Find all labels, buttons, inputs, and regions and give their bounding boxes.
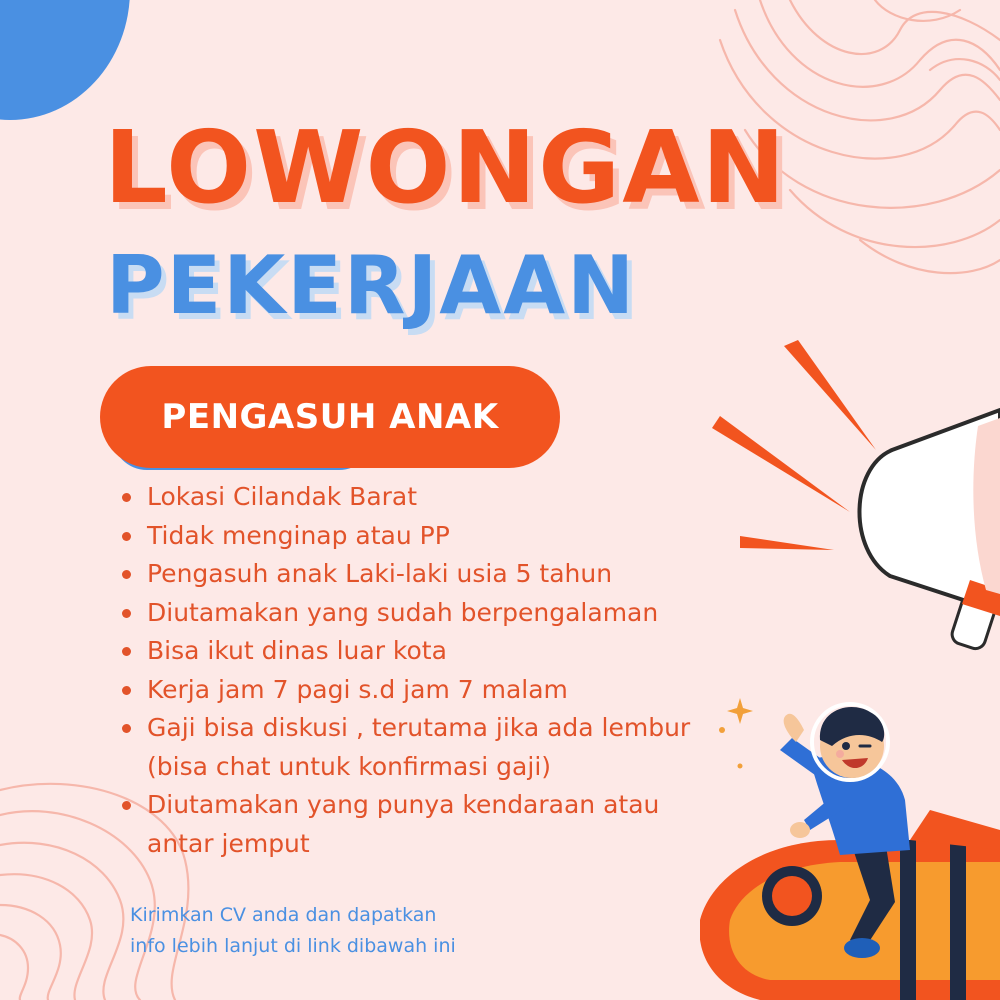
requirement-item <box>122 709 752 786</box>
bullet-icon <box>122 570 131 579</box>
poster-subtitle: PEKERJAAN <box>106 239 637 332</box>
requirement-text: Lokasi Cilandak Barat <box>147 482 418 511</box>
bullet-icon <box>122 609 131 618</box>
requirement-text: Pengasuh anak Laki-laki usia 5 tahun <box>147 559 613 588</box>
footer-line: info lebih lanjut di link dibawah ini <box>130 935 456 957</box>
requirement-item <box>122 786 752 863</box>
position-badge: PENGASUH ANAK <box>100 366 560 468</box>
requirement-item <box>122 478 752 517</box>
requirement-text: Gaji bisa diskusi , terutama jika ada lembur <box>147 713 691 742</box>
requirements-list <box>122 478 752 863</box>
requirement-item <box>122 517 752 556</box>
requirement-item <box>122 594 752 633</box>
requirement-text: Diutamakan yang punya kendaraan atau <box>147 790 660 819</box>
megaphone-icon <box>700 340 1000 670</box>
rocket-icon <box>700 690 1000 1000</box>
bullet-icon <box>122 801 131 810</box>
requirement-item <box>122 632 752 671</box>
bullet-icon <box>122 686 131 695</box>
requirement-text: Kerja jam 7 pagi s.d jam 7 malam <box>147 674 568 704</box>
requirement-text-continued: antar jemput <box>147 828 310 858</box>
bullet-icon <box>122 532 131 541</box>
requirement-text-continued: (bisa chat untuk konfirmasi gaji) <box>147 751 552 781</box>
bullet-icon <box>122 724 131 733</box>
requirement-text: Diutamakan yang sudah berpengalaman <box>147 597 659 627</box>
requirement-item <box>122 555 752 594</box>
footer-note <box>130 900 456 962</box>
poster-title: LOWONGAN <box>104 109 788 226</box>
requirement-item <box>122 671 752 710</box>
requirement-text: Tidak menginap atau PP <box>147 520 450 550</box>
footer-line: Kirimkan CV anda dan dapatkan <box>130 904 437 926</box>
bullet-icon <box>122 647 131 656</box>
bullet-icon <box>122 493 131 502</box>
requirement-text: Bisa ikut dinas luar kota <box>147 636 447 665</box>
